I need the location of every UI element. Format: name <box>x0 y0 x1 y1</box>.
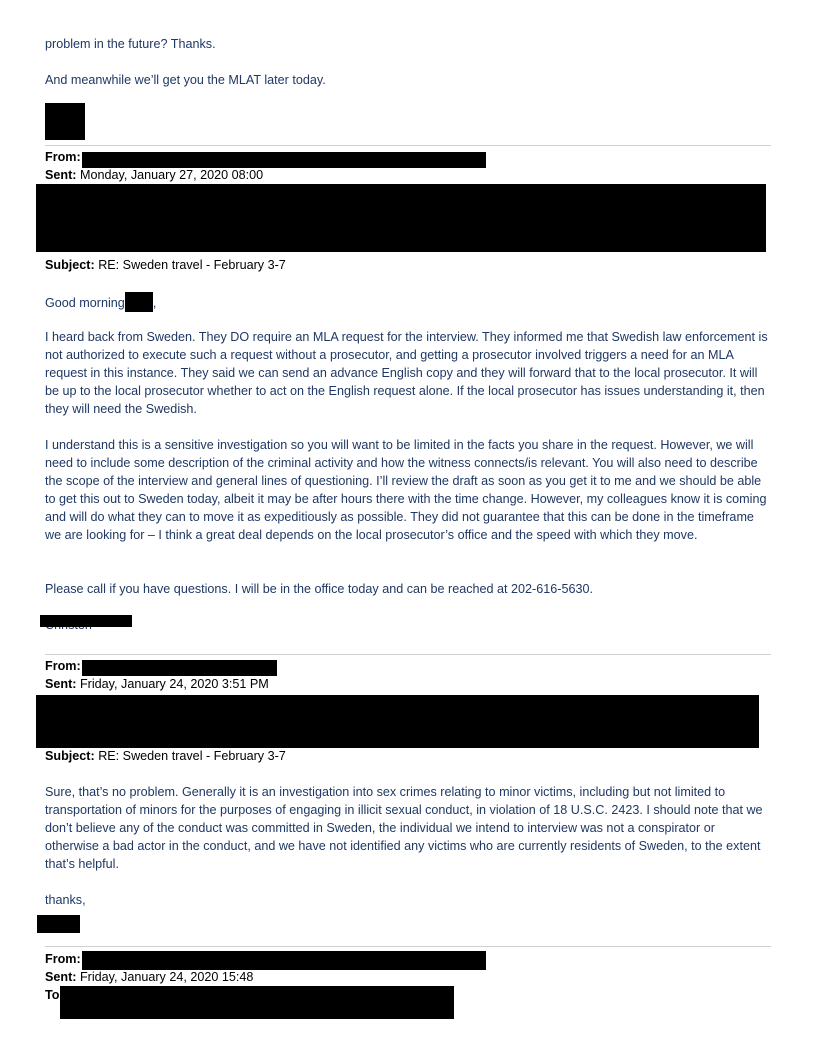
email3-from-label: From: <box>45 952 81 966</box>
email3-to <box>45 986 59 1004</box>
redaction-greeting-name <box>125 292 153 312</box>
email1-greeting-text: Good morning <box>45 296 125 310</box>
email2-sent <box>45 675 269 693</box>
opening-line-2: And meanwhile we’ll get you the MLAT later today. <box>45 73 326 87</box>
email1-greeting-comma: , <box>152 296 157 310</box>
redaction-email2-signature <box>37 915 80 933</box>
email1-greeting <box>45 292 156 312</box>
email3-sent-label: Sent: <box>45 970 77 984</box>
divider-1 <box>45 145 771 146</box>
email1-paragraph-2: I understand this is a sensitive investigation so you will want to be limited in the facts you share in the request. However, we will need to include some description of the criminal activity and how the witness connects/is relevant. You will also need to describe the scope of the interview and general lines of questioning. I’ll review the draft as soon as you get it to me and we should be able to get this out to Sweden today, albeit it may be after hours there with the time change. However, my colleagues know it is coming and will do what they can to move it as expeditiously as possible. They did not guarantee that this can be done in the timeframe we are looking for – I think a great deal depends on the local prosecutor’s office and the speed with which they move. <box>45 438 767 542</box>
email1-subject-label: Subject: <box>45 258 95 272</box>
divider-2 <box>45 654 771 655</box>
email1-sent <box>45 166 263 184</box>
email2-sent-label: Sent: <box>45 677 77 691</box>
email2-from-label: From: <box>45 659 81 673</box>
email2-closing: thanks, <box>45 893 86 907</box>
redaction-email3-to <box>60 986 454 1019</box>
email2-body: Sure, that’s no problem. Generally it is an investigation into sex crimes relating to minor victims, including but not limited to transportation of minors for the purposes of engaging in illicit sexual conduct, in violation of 18 U.S.C. 2423. I should note that we don’t believe any of the conduct was committed in Sweden, the individual we intend to interview was not a conspirator or otherwise a bad actor in the conduct, and we have not identified any victims who are currently residents of Sweden, to the extent that’s helpful. <box>45 785 763 871</box>
email3-sent-value: Friday, January 24, 2020 15:48 <box>79 970 254 984</box>
email3-from <box>45 950 81 968</box>
email2-subject-value: RE: Sweden travel - February 3-7 <box>98 749 286 763</box>
redaction-email1-signature <box>40 615 132 627</box>
email1-paragraph-1: I heard back from Sweden. They DO require an MLA request for the interview. They informed me that Swedish law enforcement is not authorized to execute such a request without a prosecutor, and getting a prosecutor involved triggers a need for an MLA request in this instance. They said we can send an advance English copy and they will forward that to the local prosecutor. It will be up to the local prosecutor whether to act on the English request alone. If the local prosecutor has issues understanding it, then they will need the Swedish. <box>45 330 768 416</box>
email3-to-label: To <box>45 988 60 1002</box>
redaction-signature-1 <box>45 103 85 140</box>
opening-line-1: problem in the future? Thanks. <box>45 37 216 51</box>
redaction-email2-from <box>82 660 277 676</box>
email2-subject <box>45 747 286 765</box>
divider-3 <box>45 946 771 947</box>
email1-subject <box>45 256 286 274</box>
email1-from <box>45 148 81 166</box>
email1-paragraph-3: Please call if you have questions. I will be in the office today and can be reached at 202-616-5630. <box>45 582 593 596</box>
email1-subject-value: RE: Sweden travel - February 3-7 <box>98 258 286 272</box>
email1-sent-label: Sent: <box>45 168 77 182</box>
email1-sent-value: Monday, January 27, 2020 08:00 <box>79 168 264 182</box>
redaction-email1-recipients <box>36 184 766 252</box>
email3-sent <box>45 968 253 986</box>
redaction-email2-recipients <box>36 695 759 748</box>
email2-from <box>45 657 81 675</box>
email1-from-label: From: <box>45 150 81 164</box>
email2-sent-value: Friday, January 24, 2020 3:51 PM <box>79 677 269 691</box>
email1-signature <box>45 616 773 634</box>
email2-subject-label: Subject: <box>45 749 95 763</box>
